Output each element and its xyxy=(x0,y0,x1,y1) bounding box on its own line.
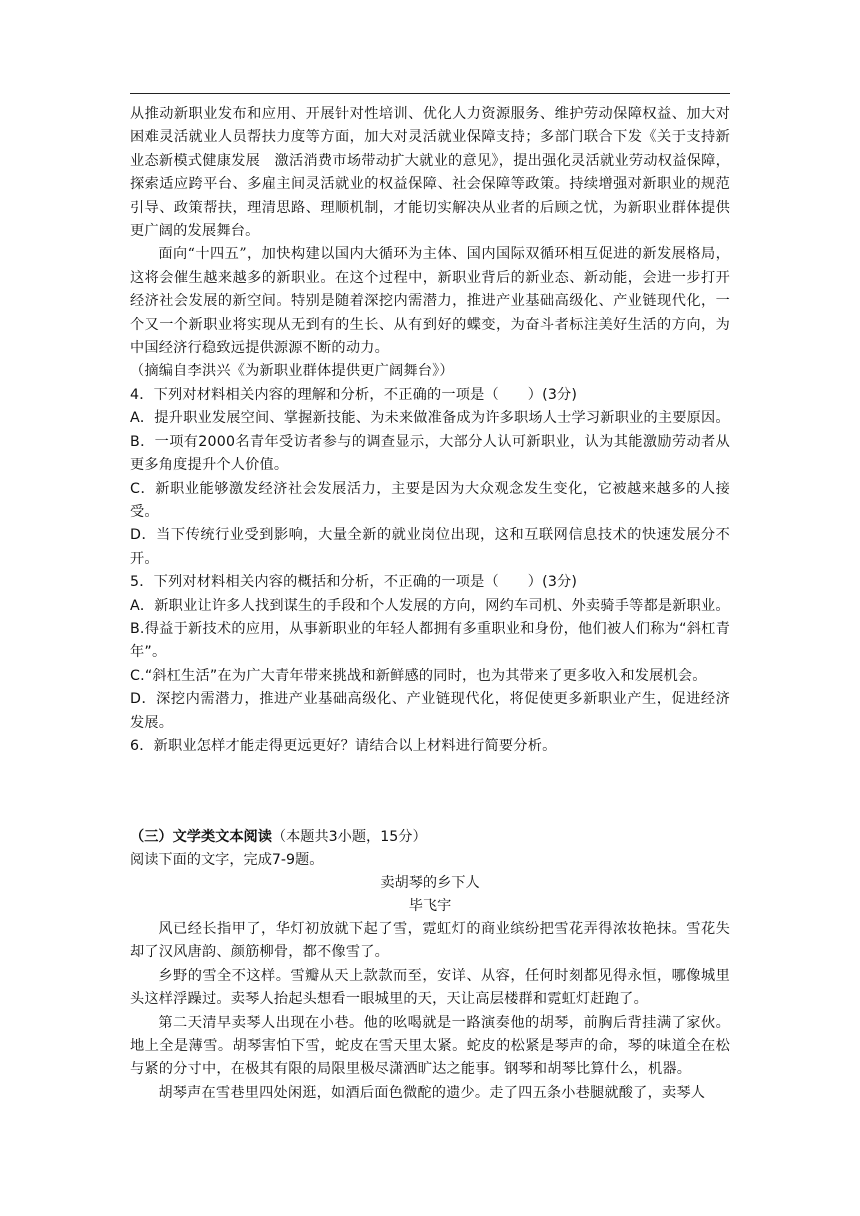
story-author: 毕飞宇 xyxy=(408,898,452,914)
question-stem: 5．下列对材料相关内容的概括和分析，不正确的一项是（ ）(3分) xyxy=(130,574,578,591)
passage-ending xyxy=(130,103,730,758)
passage-source: （摘编自李洪兴《为新职业群体提供更广阔舞台》） xyxy=(130,363,454,380)
story-paragraph: 胡琴声在雪巷里四处闲逛，如酒后面色微酡的遗少。走了四五条小巷腿就酸了，卖琴人 xyxy=(158,1084,706,1101)
option-c: C．新职业能够激发经济社会发展活力，主要是因为大众观念发生变化，它被越来越多的人接受。 xyxy=(130,480,730,520)
passage-paragraph: 面向“十四五”，加快构建以国内大循环为主体、国内国际双循环相互促进的新发展格局，这将会催生越来越多的新职业。在这个过程中，新职业背后的新业态、新动能，会进一步打开经济社会发展的新空间。特别是随着深挖内需潜力，推进产业基础高级化、产业链现代化，一个又一个新职业将实现从无到有的生长、从有到好的蝶变，为奋斗者标注美好生活的方向，为中国经济行稳致远提供源源不断的动力。 xyxy=(130,246,730,357)
question-6 xyxy=(130,735,730,758)
section-literary-reading xyxy=(130,826,730,1105)
story-paragraph: 第二天清早卖琴人出现在小巷。他的吆喝就是一路演奏他的胡琴，前胸后背挂满了家伙。地上全是薄雪。胡琴害怕下雪，蛇皮在雪天里太紧。蛇皮的松紧是琴声的命，琴的味道全在松与紧的分寸中，在极其有限的局限里极尽潇洒旷达之能事。钢琴和胡琴比算什么，机器。 xyxy=(130,1014,730,1078)
option-c: C.“斜杠生活”在为广大青年带来挑战和新鲜感的同时，也为其带来了更多收入和发展机会。 xyxy=(130,667,707,684)
option-b: B.得益于新技术的应用，从事新职业的年轻人都拥有多重职业和身份，他们被人们称为“斜杠青年”。 xyxy=(130,620,730,661)
question-stem: 4．下列对材料相关内容的理解和分析，不正确的一项是（ ）(3分) xyxy=(130,386,578,403)
header-rule xyxy=(130,93,730,94)
story-title: 卖胡琴的乡下人 xyxy=(380,875,480,891)
option-a: A．提升职业发展空间、掌握新技能、为未来做准备成为许多职场人士学习新职业的主要原因。 xyxy=(130,410,730,427)
question-4 xyxy=(130,384,730,571)
option-d: D．当下传统行业受到影响，大量全新的就业岗位出现，这和互联网信息技术的快速发展分不开。 xyxy=(130,527,730,567)
question-stem: 6．新职业怎样才能走得更远更好？请结合以上材料进行简要分析。 xyxy=(130,737,557,754)
option-b: B．一项有2000名青年受访者参与的调查显示，大部分人认可新职业，认为其能激励劳动者从更多角度提升个人价值。 xyxy=(130,433,730,474)
option-a: A．新职业让许多人找到谋生的手段和个人发展的方向，网约车司机、外卖骑手等都是新职业。 xyxy=(130,597,730,614)
question-5 xyxy=(130,571,730,735)
story-paragraph: 风已经长指甲了，华灯初放就下起了雪，霓虹灯的商业缤纷把雪花弄得浓妆艳抹。雪花失却了汉风唐韵、颜筋柳骨，都不像雪了。 xyxy=(130,921,730,961)
passage-paragraph: 从推动新职业发布和应用、开展针对性培训、优化人力资源服务、维护劳动保障权益、加大对困难灵活就业人员帮扶力度等方面，加大对灵活就业保障支持；多部门联合下发《关于支持新业态新模式健康发展 激活消费市场带动扩大就业的意见》，提出强化灵活就业劳动权益保障，探索适应跨平台、多雇主间灵活就业的权益保障、社会保障等政策。持续增强对新职业的规范引导、政策帮扶，理清思路、理顺机制，才能切实解决从业者的后顾之忧，为新职业群体提供更广阔的发展舞台。 xyxy=(130,106,730,240)
story-paragraph: 乡野的雪全不这样。雪瓣从天上款款而至，安详、从容，任何时刻都见得永恒，哪像城里头这样浮躁过。卖琴人抬起头想看一眼城里的天，天让高层楼群和霓虹灯赶跑了。 xyxy=(130,967,730,1008)
section-instruction: 阅读下面的文字，完成7-9题。 xyxy=(130,852,324,868)
option-d: D．深挖内需潜力，推进产业基础高级化、产业链现代化，将促使更多新职业产生，促进经济发展。 xyxy=(130,691,730,731)
section-heading-title: （三）文学类文本阅读 xyxy=(130,829,272,845)
section-heading xyxy=(130,826,730,849)
story-body xyxy=(130,918,730,1105)
section-heading-note: （本题共3小题，15分） xyxy=(271,829,427,845)
